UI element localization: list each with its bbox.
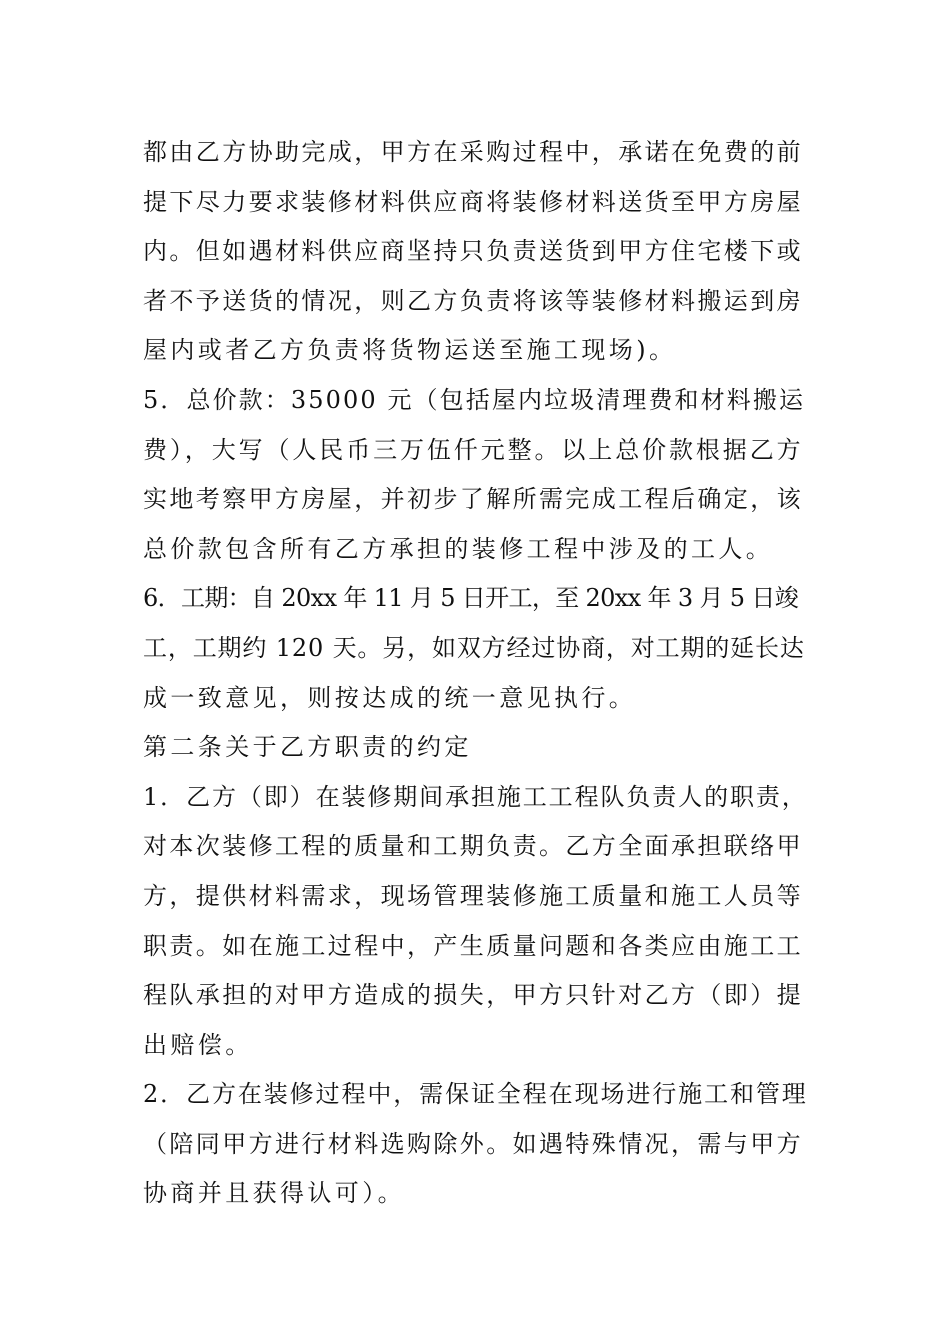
text-line: 费），大写（人民币三万伍仟元整。以上总价款根据乙方 [143,435,804,464]
text-line: 内。但如遇材料供应商坚持只负责送货到甲方住宅楼下或 [143,237,803,266]
text-line: 总价款包含所有乙方承担的装修工程中涉及的工人。 [143,534,774,563]
document-body [143,128,808,1219]
section-heading: 第二条关于乙方职责的约定 [143,733,472,762]
text-line: 对本次装修工程的质量和工期负责。乙方全面承担联络甲 [143,832,803,861]
text-line: 都由乙方协助完成，甲方在采购过程中，承诺在免费的前 [143,138,803,166]
text-line: 方，提供材料需求，现场管理装修施工质量和施工人员等 [143,881,803,910]
text-line: 成一致意见，则按达成的统一意见执行。 [143,683,637,712]
clause-2-on-site: 2．乙方在装修过程中，需保证全程在现场进行施工和管理 [143,1080,808,1109]
text-line: 职责。如在施工过程中，产生质量问题和各类应由施工工 [143,931,803,960]
text-line: 者不予送货的情况，则乙方负责将该等装修材料搬运到房 [143,286,803,315]
clause-6-schedule: 6．工期：自 20xx 年 11 月 5 日开工，至 20xx 年 3 月 5 日竣 [143,584,799,613]
text-line: 程队承担的对甲方造成的损失，甲方只针对乙方（即）提 [143,981,803,1010]
clause-1-responsibility: 1．乙方（即）在装修期间承担施工工程队负责人的职责， [143,782,808,811]
text-line: 实地考察甲方房屋，并初步了解所需完成工程后确定，该 [143,485,803,514]
text-line: （陪同甲方进行材料选购除外。如遇特殊情况，需与甲方 [143,1129,803,1158]
text-line: 工，工期约 120 天。另，如双方经过协商，对工期的延长达 [143,633,805,662]
clause-5-total-price: 5．总价款：35000 元（包括屋内垃圾清理费和材料搬运 [143,385,806,414]
text-line: 协商并且获得认可）。 [143,1179,405,1208]
text-line: 屋内或者乙方负责将货物运送至施工现场)。 [143,336,677,365]
text-line: 出赔偿。 [143,1030,253,1059]
text-line: 提下尽力要求装修材料供应商将装修材料送货至甲方房屋 [143,187,803,216]
